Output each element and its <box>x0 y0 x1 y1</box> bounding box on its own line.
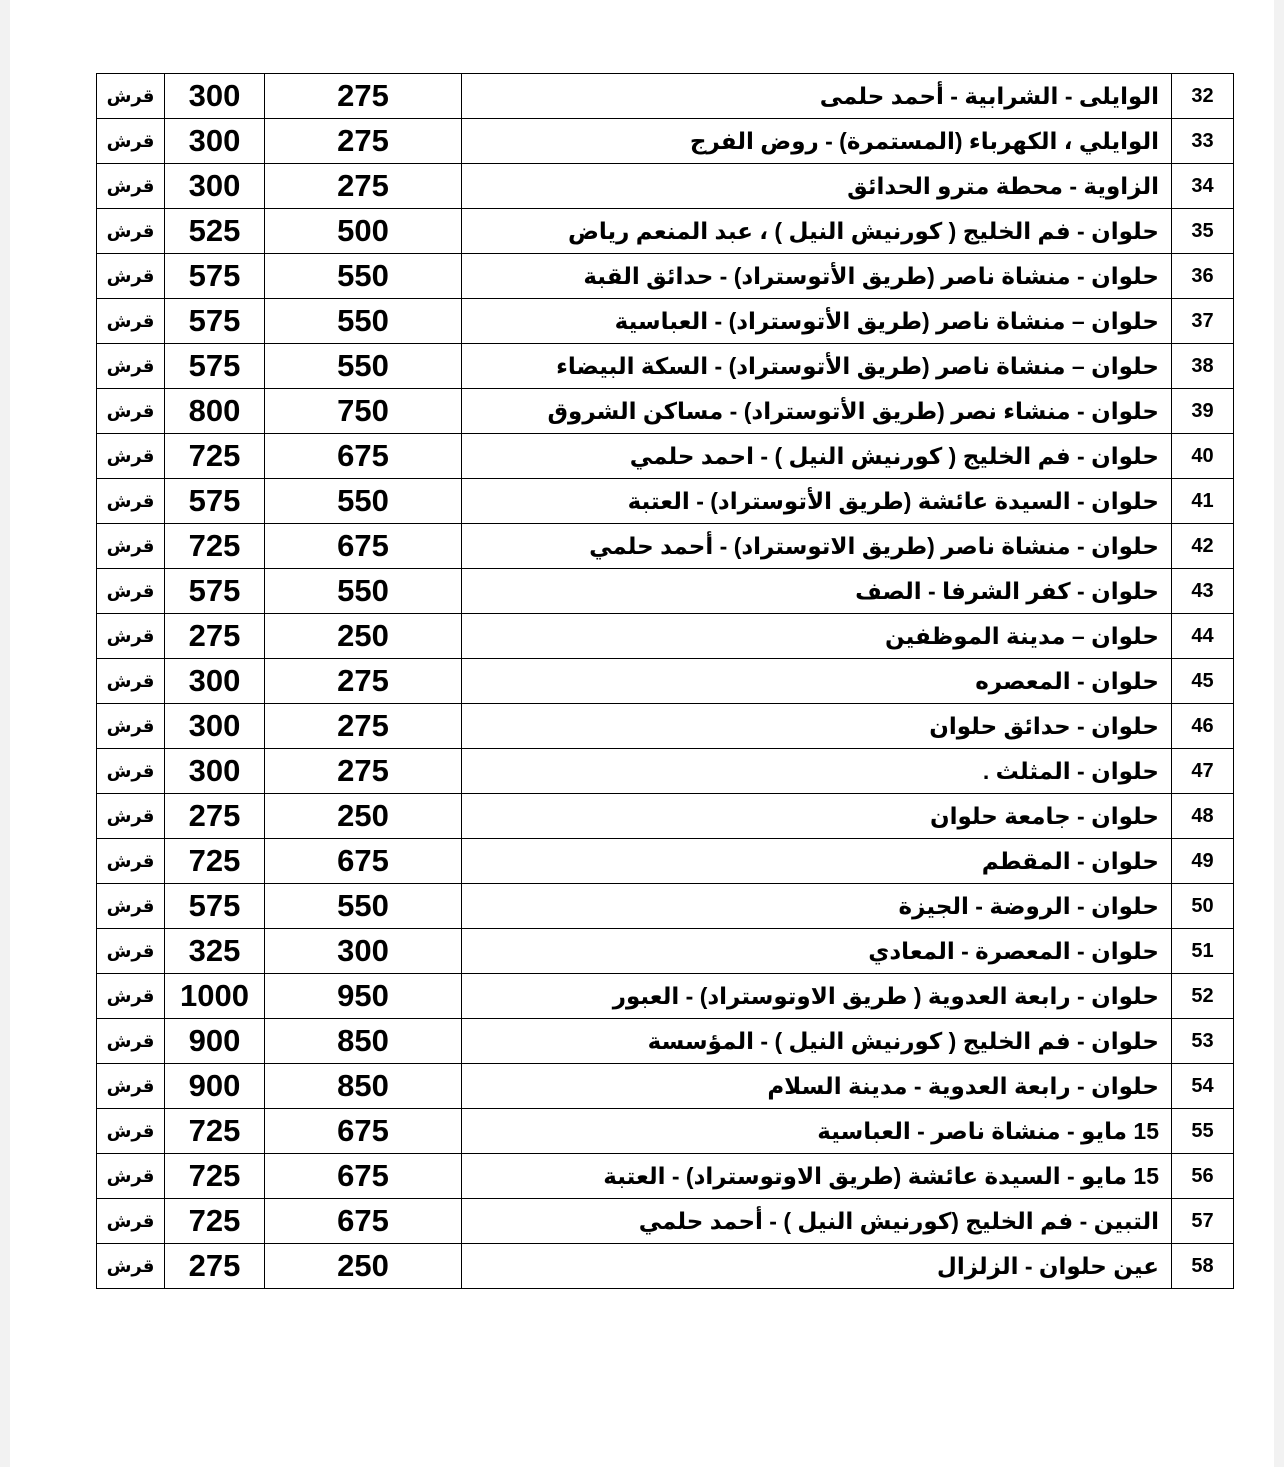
currency-unit: قرش <box>97 1109 165 1154</box>
fare-price-2: 300 <box>165 164 265 209</box>
fare-price-1: 500 <box>265 209 462 254</box>
route-name: حلوان - المقطم <box>462 839 1172 884</box>
row-number: 58 <box>1172 1244 1234 1289</box>
currency-unit: قرش <box>97 1199 165 1244</box>
fare-price-2: 725 <box>165 1154 265 1199</box>
route-name: عين حلوان - الزلزال <box>462 1244 1172 1289</box>
row-number: 47 <box>1172 749 1234 794</box>
currency-unit: قرش <box>97 794 165 839</box>
row-number: 43 <box>1172 569 1234 614</box>
route-name: حلوان - الروضة - الجيزة <box>462 884 1172 929</box>
route-name: حلوان - رابعة العدوية - مدينة السلام <box>462 1064 1172 1109</box>
route-name: التبين - فم الخليج (كورنيش النيل ) - أحمد حلمي <box>462 1199 1172 1244</box>
route-name: حلوان - المعصرة - المعادي <box>462 929 1172 974</box>
currency-unit: قرش <box>97 614 165 659</box>
row-number: 53 <box>1172 1019 1234 1064</box>
currency-unit: قرش <box>97 1064 165 1109</box>
fare-price-2: 900 <box>165 1019 265 1064</box>
row-number: 36 <box>1172 254 1234 299</box>
row-number: 48 <box>1172 794 1234 839</box>
table-row <box>97 1154 1234 1199</box>
row-number: 45 <box>1172 659 1234 704</box>
currency-unit: قرش <box>97 74 165 119</box>
row-number: 54 <box>1172 1064 1234 1109</box>
table-row <box>97 614 1234 659</box>
route-name: حلوان - حدائق حلوان <box>462 704 1172 749</box>
table-row <box>97 929 1234 974</box>
currency-unit: قرش <box>97 164 165 209</box>
route-name: حلوان – منشاة ناصر (طريق الأتوستراد) - العباسية <box>462 299 1172 344</box>
route-name: 15 مايو - منشاة ناصر - العباسية <box>462 1109 1172 1154</box>
fare-price-2: 725 <box>165 1199 265 1244</box>
fare-price-2: 575 <box>165 254 265 299</box>
fare-price-1: 675 <box>265 434 462 479</box>
table-row <box>97 1199 1234 1244</box>
currency-unit: قرش <box>97 704 165 749</box>
fare-price-2: 900 <box>165 1064 265 1109</box>
route-name: الوايلى - الشرابية - أحمد حلمى <box>462 74 1172 119</box>
table-row <box>97 74 1234 119</box>
fare-price-2: 575 <box>165 884 265 929</box>
fare-price-1: 675 <box>265 1199 462 1244</box>
fare-price-1: 550 <box>265 299 462 344</box>
table-row <box>97 299 1234 344</box>
row-number: 35 <box>1172 209 1234 254</box>
row-number: 46 <box>1172 704 1234 749</box>
currency-unit: قرش <box>97 344 165 389</box>
route-name: حلوان – مدينة الموظفين <box>462 614 1172 659</box>
currency-unit: قرش <box>97 119 165 164</box>
row-number: 32 <box>1172 74 1234 119</box>
fare-price-2: 300 <box>165 74 265 119</box>
table-row <box>97 524 1234 569</box>
route-name: حلوان - المثلث . <box>462 749 1172 794</box>
currency-unit: قرش <box>97 659 165 704</box>
fare-price-2: 525 <box>165 209 265 254</box>
fare-price-1: 550 <box>265 884 462 929</box>
fare-price-1: 850 <box>265 1019 462 1064</box>
fare-price-1: 250 <box>265 614 462 659</box>
currency-unit: قرش <box>97 1244 165 1289</box>
row-number: 56 <box>1172 1154 1234 1199</box>
row-number: 57 <box>1172 1199 1234 1244</box>
currency-unit: قرش <box>97 569 165 614</box>
row-number: 51 <box>1172 929 1234 974</box>
fare-price-1: 275 <box>265 704 462 749</box>
table-row <box>97 164 1234 209</box>
route-name: حلوان - فم الخليج ( كورنيش النيل ) - المؤسسة <box>462 1019 1172 1064</box>
table-row <box>97 974 1234 1019</box>
row-number: 41 <box>1172 479 1234 524</box>
fare-price-2: 300 <box>165 659 265 704</box>
fare-price-1: 950 <box>265 974 462 1019</box>
fare-price-1: 250 <box>265 794 462 839</box>
fare-price-2: 575 <box>165 479 265 524</box>
fare-price-1: 550 <box>265 479 462 524</box>
table-row <box>97 659 1234 704</box>
row-number: 52 <box>1172 974 1234 1019</box>
currency-unit: قرش <box>97 254 165 299</box>
route-name: حلوان - فم الخليج ( كورنيش النيل ) - احمد حلمي <box>462 434 1172 479</box>
fare-price-2: 725 <box>165 839 265 884</box>
fare-price-2: 300 <box>165 119 265 164</box>
currency-unit: قرش <box>97 299 165 344</box>
currency-unit: قرش <box>97 974 165 1019</box>
row-number: 42 <box>1172 524 1234 569</box>
currency-unit: قرش <box>97 1019 165 1064</box>
fare-price-2: 300 <box>165 704 265 749</box>
fare-table <box>96 73 1234 1289</box>
route-name: الزاوية - محطة مترو الحدائق <box>462 164 1172 209</box>
fare-price-1: 675 <box>265 1109 462 1154</box>
route-name: حلوان – منشاة ناصر (طريق الأتوستراد) - السكة البيضاء <box>462 344 1172 389</box>
fare-price-1: 275 <box>265 74 462 119</box>
route-name: حلوان - كفر الشرفا - الصف <box>462 569 1172 614</box>
fare-price-1: 275 <box>265 659 462 704</box>
fare-price-2: 1000 <box>165 974 265 1019</box>
fare-price-2: 325 <box>165 929 265 974</box>
fare-price-2: 725 <box>165 524 265 569</box>
table-row <box>97 884 1234 929</box>
currency-unit: قرش <box>97 389 165 434</box>
currency-unit: قرش <box>97 209 165 254</box>
fare-price-1: 550 <box>265 344 462 389</box>
route-name: حلوان - منشاة ناصر (طريق الاتوستراد) - أحمد حلمي <box>462 524 1172 569</box>
table-row <box>97 389 1234 434</box>
route-name: حلوان - جامعة حلوان <box>462 794 1172 839</box>
currency-unit: قرش <box>97 1154 165 1199</box>
currency-unit: قرش <box>97 929 165 974</box>
fare-price-1: 550 <box>265 569 462 614</box>
row-number: 38 <box>1172 344 1234 389</box>
route-name: الوايلي ، الكهرباء (المستمرة) - روض الفرج <box>462 119 1172 164</box>
table-row <box>97 839 1234 884</box>
table-row <box>97 794 1234 839</box>
table-row <box>97 1019 1234 1064</box>
fare-table-body <box>97 74 1234 1289</box>
route-name: حلوان - منشاة ناصر (طريق الأتوستراد) - حدائق القبة <box>462 254 1172 299</box>
route-name: 15 مايو - السيدة عائشة (طريق الاوتوستراد) - العتبة <box>462 1154 1172 1199</box>
table-row <box>97 479 1234 524</box>
fare-price-1: 275 <box>265 119 462 164</box>
row-number: 55 <box>1172 1109 1234 1154</box>
fare-price-2: 575 <box>165 344 265 389</box>
fare-price-2: 275 <box>165 1244 265 1289</box>
table-row <box>97 344 1234 389</box>
currency-unit: قرش <box>97 479 165 524</box>
table-row <box>97 569 1234 614</box>
fare-price-2: 300 <box>165 749 265 794</box>
row-number: 44 <box>1172 614 1234 659</box>
fare-price-1: 300 <box>265 929 462 974</box>
route-name: حلوان - منشاء نصر (طريق الأتوستراد) - مساكن الشروق <box>462 389 1172 434</box>
row-number: 34 <box>1172 164 1234 209</box>
fare-price-1: 250 <box>265 1244 462 1289</box>
table-row <box>97 1244 1234 1289</box>
fare-price-1: 750 <box>265 389 462 434</box>
fare-price-2: 575 <box>165 299 265 344</box>
fare-price-1: 850 <box>265 1064 462 1109</box>
currency-unit: قرش <box>97 749 165 794</box>
table-row <box>97 704 1234 749</box>
row-number: 33 <box>1172 119 1234 164</box>
fare-price-1: 550 <box>265 254 462 299</box>
fare-price-2: 800 <box>165 389 265 434</box>
route-name: حلوان - المعصره <box>462 659 1172 704</box>
fare-price-1: 675 <box>265 1154 462 1199</box>
row-number: 39 <box>1172 389 1234 434</box>
table-row <box>97 434 1234 479</box>
currency-unit: قرش <box>97 839 165 884</box>
currency-unit: قرش <box>97 434 165 479</box>
row-number: 50 <box>1172 884 1234 929</box>
fare-price-2: 275 <box>165 794 265 839</box>
table-row <box>97 749 1234 794</box>
table-row <box>97 209 1234 254</box>
table-row <box>97 1109 1234 1154</box>
route-name: حلوان - السيدة عائشة (طريق الأتوستراد) - العتبة <box>462 479 1172 524</box>
currency-unit: قرش <box>97 884 165 929</box>
table-row <box>97 1064 1234 1109</box>
row-number: 49 <box>1172 839 1234 884</box>
table-row <box>97 254 1234 299</box>
row-number: 40 <box>1172 434 1234 479</box>
currency-unit: قرش <box>97 524 165 569</box>
fare-price-1: 675 <box>265 839 462 884</box>
fare-price-1: 675 <box>265 524 462 569</box>
fare-price-2: 575 <box>165 569 265 614</box>
fare-price-1: 275 <box>265 164 462 209</box>
fare-price-2: 275 <box>165 614 265 659</box>
route-name: حلوان - رابعة العدوية ( طريق الاوتوستراد) - العبور <box>462 974 1172 1019</box>
row-number: 37 <box>1172 299 1234 344</box>
fare-price-2: 725 <box>165 1109 265 1154</box>
fare-price-2: 725 <box>165 434 265 479</box>
fare-price-1: 275 <box>265 749 462 794</box>
route-name: حلوان - فم الخليج ( كورنيش النيل ) ، عبد المنعم رياض <box>462 209 1172 254</box>
table-row <box>97 119 1234 164</box>
